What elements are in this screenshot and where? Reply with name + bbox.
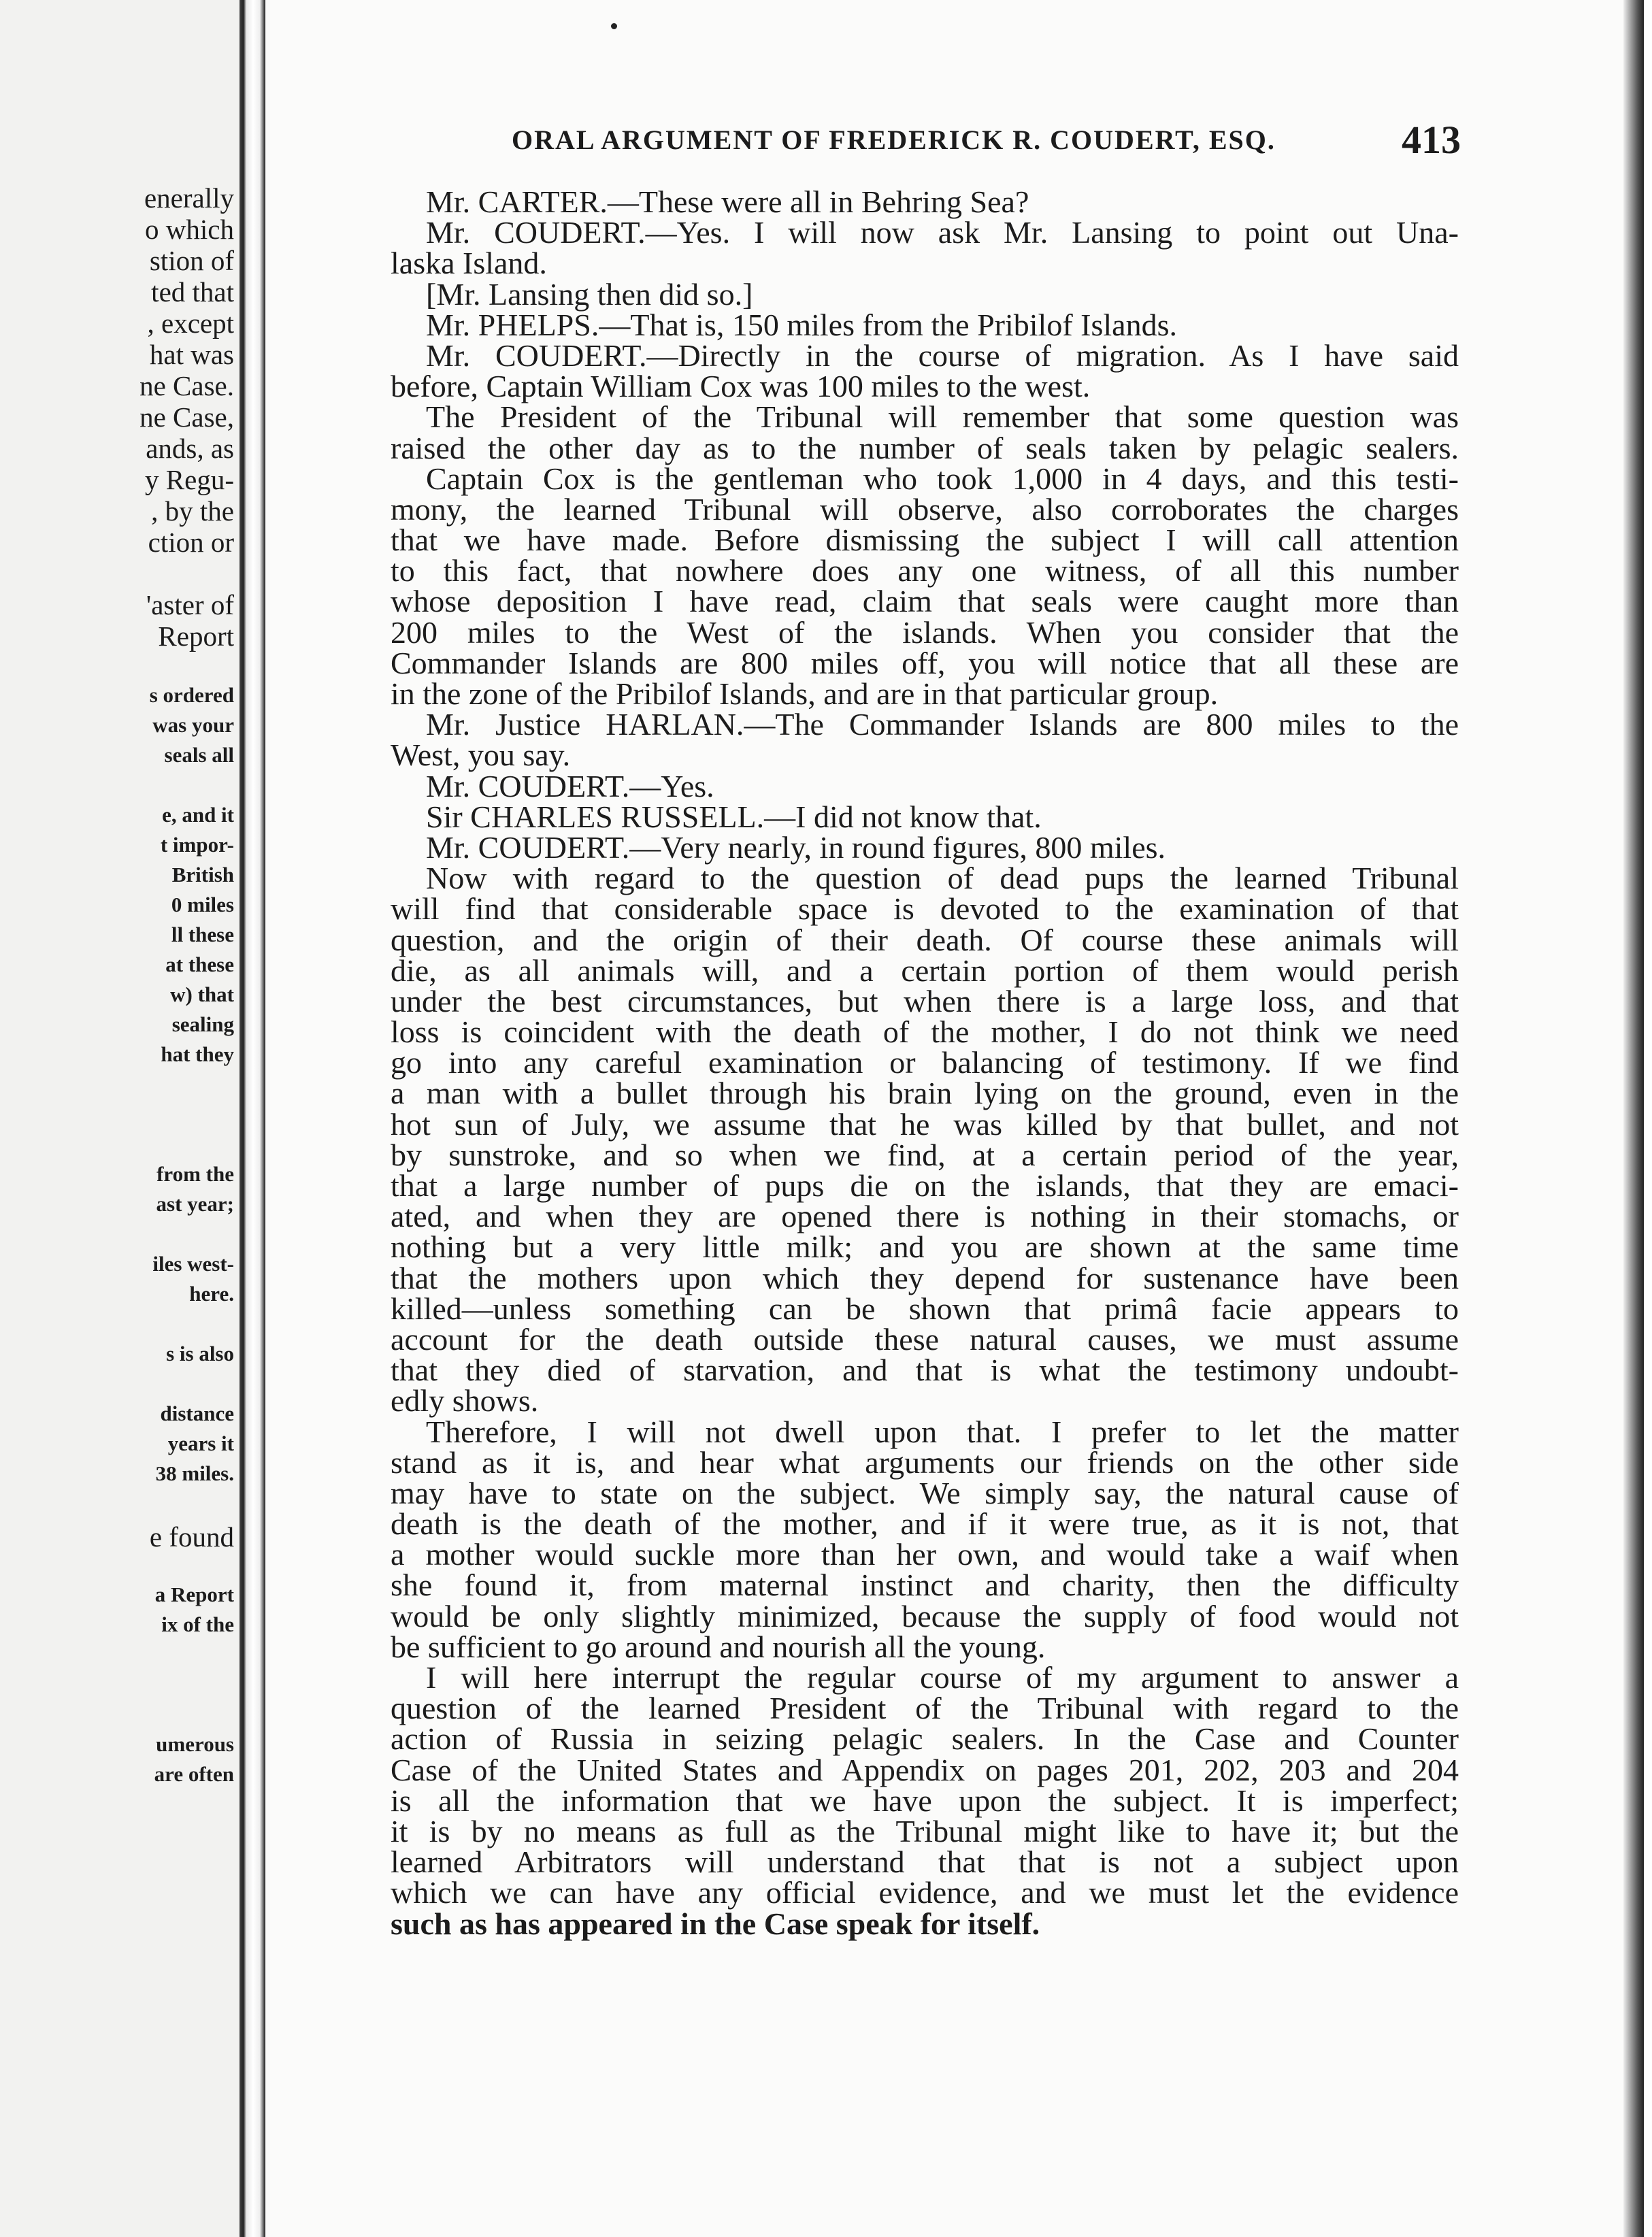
text-line: a mother would suckle more than her own, and would take a waif when [391,1537,1459,1572]
left-page-line: a Report [154,1583,234,1606]
text-line: Mr. COUDERT.—Very nearly, in round figures, 800 miles. [426,829,1166,865]
text-line: it is by no means as full as the Tribunal might like to have it; but the [391,1813,1459,1849]
text-line: would be only slightly minimized, because the supply of food would not [391,1598,1459,1634]
left-page-line: at these [165,952,234,976]
ink-dot [611,23,617,29]
text-line: Mr. PHELPS.—That is, 150 miles from the Pribilof Islands. [426,307,1177,342]
text-line: loss is coincident with the death of the mother, I do not think we need [391,1014,1459,1050]
text-line: whose deposition I have read, claim that seals were caught more than [391,584,1459,619]
text-line: Mr. Justice HARLAN.—The Commander Islands are 800 miles to the [426,707,1459,742]
left-page-line: s is also [166,1342,234,1365]
left-page-line: was your [152,713,234,737]
left-page-line: hat they [161,1042,234,1066]
text-line: edly shows. [391,1383,539,1419]
left-page-line: s ordered [149,683,234,707]
left-page-line: umerous [156,1732,234,1756]
text-line: such as has appeared in the Case speak for itself. [391,1906,1040,1941]
text-line: Therefore, I will not dwell upon that. I prefer to let the matter [426,1414,1459,1449]
left-page-line: ne Case, [139,401,234,433]
text-line: question of the learned President of the Tribunal with regard to the [391,1691,1459,1726]
left-page-line: ll these [171,923,234,946]
text-line: under the best circumstances, but when there is a large loss, and that [391,983,1459,1018]
text-line: which we can have any official evidence, and we must let the evidence [391,1875,1459,1910]
text-line: in the zone of the Pribilof Islands, and are in that particular group. [391,676,1219,711]
text-line: that we have made. Before dismissing the subject I will call attention [391,523,1459,558]
left-page-line: British [171,863,234,886]
text-line: 200 miles to the West of the islands. When you consider that the [391,614,1459,650]
text-line: may have to state on the subject. We simply say, the natural cause of [391,1475,1459,1510]
text-line: laska Island. [391,246,547,281]
text-line: The President of the Tribunal will remember that some question was [426,399,1459,435]
text-line: Case of the United States and Appendix on pages 201, 202, 203 and 204 [391,1752,1459,1787]
left-page-line: ted that [151,276,234,308]
text-line: Captain Cox is the gentleman who took 1,000 in 4 days, and this testi- [426,461,1459,496]
text-line: a man with a bullet through his brain lying on the ground, even in the [391,1076,1459,1111]
text-line: West, you say. [391,738,571,773]
text-line: go into any careful examination or balancing of testimony. If we find [391,1045,1459,1080]
left-page-line: o which [145,214,234,245]
left-page-line: 38 miles. [155,1461,234,1485]
text-line: that a large number of pups die on the islands, that they are emaci- [391,1168,1459,1203]
text-line: that they died of starvation, and that is what the testimony undoubt- [391,1353,1459,1388]
text-line: action of Russia in seizing pelagic sealers. In the Case and Counter [391,1721,1459,1757]
left-page-line: ast year; [156,1192,234,1216]
left-page-line: ix of the [161,1612,234,1636]
left-page-line: from the [156,1162,234,1186]
text-line: is all the information that we have upon the subject. It is imperfect; [391,1783,1459,1818]
text-line: killed—unless something can be shown that primâ facie appears to [391,1291,1459,1326]
text-line: stand as it is, and hear what arguments our friends on the other side [391,1444,1459,1480]
adjacent-page-left [0,0,239,2237]
text-line: die, as all animals will, and a certain portion of them would perish [391,952,1459,988]
left-page-line: 0 miles [171,893,234,916]
text-line: by sunstroke, and so when we find, at a certain period of the year, [391,1137,1459,1172]
left-page-line: sealing [171,1012,234,1036]
left-page-line: 'aster of [146,589,234,620]
left-page-line: ands, as [146,433,234,464]
left-page-line: ne Case. [139,370,234,401]
left-page-line: years it [167,1431,234,1455]
text-line: Commander Islands are 800 miles off, you will notice that all these are [391,645,1459,680]
left-page-line: e found [149,1521,234,1553]
text-line: learned Arbitrators will understand that that is not a subject upon [391,1844,1459,1880]
text-line: she found it, from maternal instinct and charity, then the difficulty [391,1568,1459,1603]
text-line: Mr. CARTER.—These were all in Behring Sea? [426,184,1029,219]
body-text [391,186,1459,1939]
left-page-line: hat was [149,339,234,370]
text-line: question, and the origin of their death. Of course these animals will [391,922,1459,957]
left-page-line: stion of [149,245,234,276]
left-page-line: w) that [170,982,234,1006]
left-page-line: distance [160,1402,234,1425]
page-number: 413 [1402,118,1461,162]
page-edge-shadow [1623,0,1644,2237]
text-line: Mr. COUDERT.—Directly in the course of migration. As I have said [426,337,1459,373]
text-line: nothing but a very little milk; and you are shown at the same time [391,1229,1459,1265]
text-line: be sufficient to go around and nourish all the young. [391,1629,1046,1664]
text-line: I will here interrupt the regular course of my argument to answer a [426,1660,1459,1695]
text-line: hot sun of July, we assume that he was killed by that bullet, and not [391,1106,1459,1142]
text-line: [Mr. Lansing then did so.] [426,276,753,312]
left-page-line: ction or [148,527,234,558]
left-page-line: Report [158,620,234,652]
text-line: that the mothers upon which they depend for sustenance have been [391,1260,1459,1295]
text-line: death is the death of the mother, and if it were true, as it is not, that [391,1506,1459,1542]
left-page-line: here. [189,1282,234,1306]
left-page-line: y Regu- [145,464,234,495]
text-line: will find that considerable space is devoted to the examination of that [391,891,1459,927]
left-page-line: , except [147,308,234,339]
text-line: Mr. COUDERT.—Yes. [426,768,714,803]
text-line: to this fact, that nowhere does any one witness, of all this number [391,553,1459,589]
left-page-line: , by the [151,495,234,527]
left-page-line: t impor- [160,833,234,857]
book-gutter [239,0,265,2237]
text-line: before, Captain William Cox was 100 miles to the west. [391,369,1091,404]
left-page-line: are often [154,1762,234,1786]
text-line: account for the death outside these natural causes, we must assume [391,1321,1459,1357]
text-line: mony, the learned Tribunal will observe, also corroborates the charges [391,491,1459,527]
left-page-line: iles west- [152,1252,234,1276]
text-line: Sir CHARLES RUSSELL.—I did not know that. [426,799,1042,834]
left-page-line: e, and it [162,803,234,827]
text-line: raised the other day as to the number of seals taken by pelagic sealers. [391,430,1459,465]
left-page-line: seals all [164,743,234,767]
text-line: ated, and when they are opened there is nothing in their stomachs, or [391,1199,1459,1234]
text-line: Now with regard to the question of dead pups the learned Tribunal [426,861,1459,896]
text-line: Mr. COUDERT.—Yes. I will now ask Mr. Lansing to point out Una- [426,215,1459,250]
left-page-line: enerally [144,182,234,214]
running-head: ORAL ARGUMENT OF FREDERICK R. COUDERT, ESQ. [512,125,1276,155]
